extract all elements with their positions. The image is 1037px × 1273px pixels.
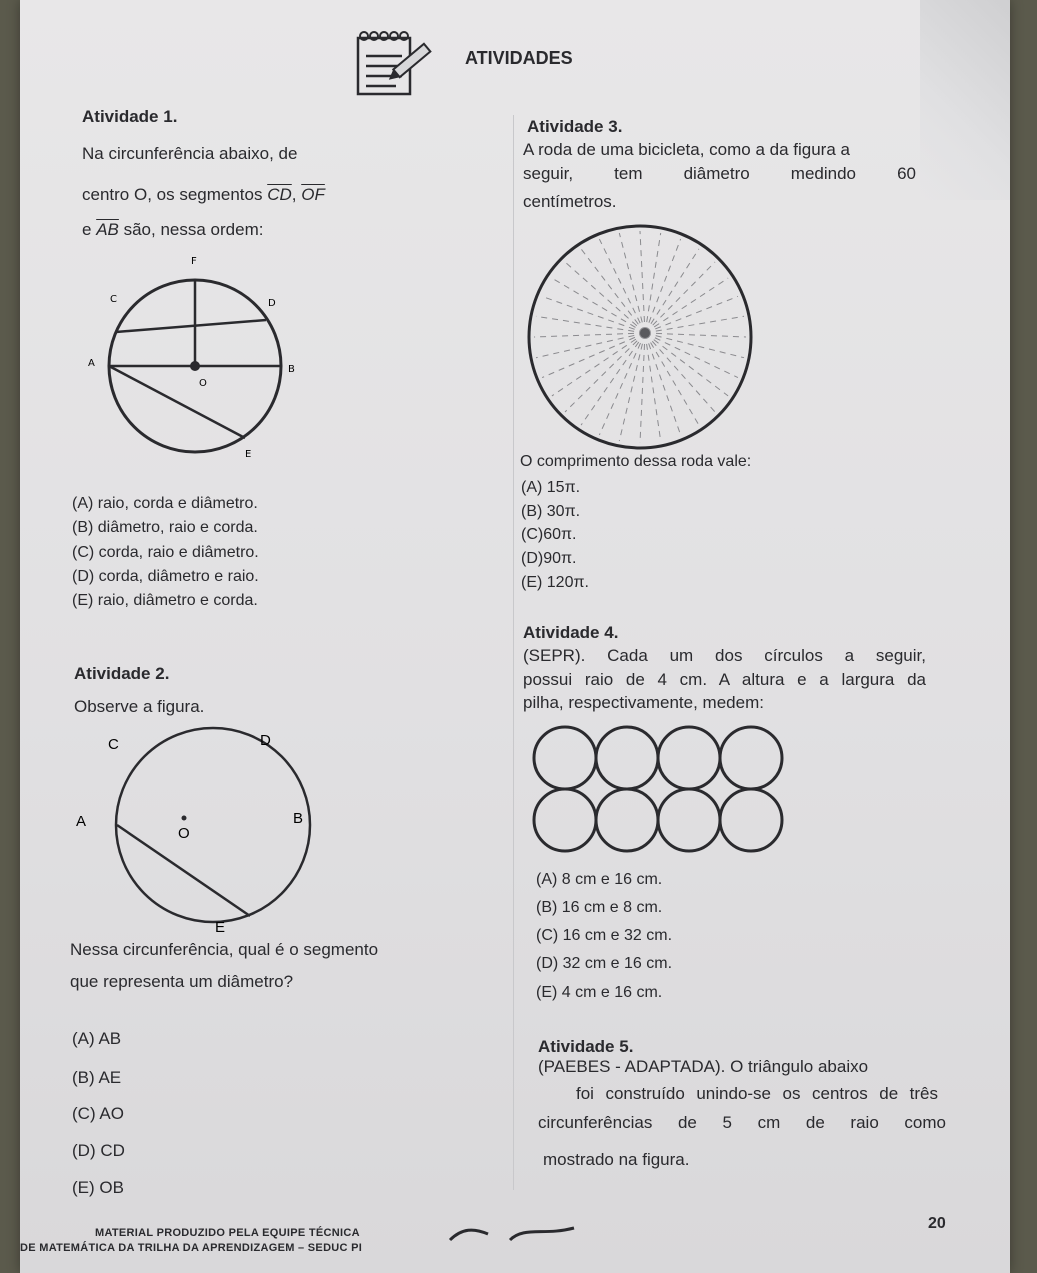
- stack-circle-2: [596, 727, 658, 789]
- wheel-spoke: [645, 333, 715, 412]
- activity-2-option-d: (D) CD: [72, 1141, 125, 1160]
- label-d-2: D: [260, 732, 271, 749]
- wheel-spoke: [619, 233, 645, 333]
- activity-2-option-a: (A) AB: [72, 1029, 122, 1048]
- activity-2-title: Atividade 2.: [74, 664, 170, 683]
- activity-1-circle-figure: [82, 250, 302, 465]
- activity-1-text-line3: [82, 220, 263, 240]
- chord-ae: [109, 366, 245, 438]
- wheel-spoke: [565, 333, 645, 412]
- activity-4-text-line2: possui raio de 4 cm. A altura e a largura da: [523, 670, 926, 689]
- activity-4-option-c: (C) 16 cm e 32 cm.: [536, 927, 673, 944]
- activity-1-option-a: (A) raio, corda e diâmetro.: [72, 495, 258, 512]
- activity-5-text-line1: (PAEBES - ADAPTADA). O triângulo abaixo: [538, 1057, 869, 1076]
- activity-1-text-line1: Na circunferência abaixo, de: [82, 144, 298, 163]
- label-d: D: [268, 298, 276, 309]
- chord-cd: [116, 320, 266, 332]
- wheel-rim: [529, 226, 751, 448]
- stack-circle-1: [534, 727, 596, 789]
- activity-3-question: O comprimento dessa roda vale:: [520, 453, 752, 470]
- activity-3-text-line3: centímetros.: [523, 192, 617, 211]
- activity-4-option-a: (A) 8 cm e 16 cm.: [536, 871, 663, 888]
- label-a: A: [88, 358, 95, 369]
- notebook-pencil-icon: [352, 30, 442, 96]
- wheel-spoke: [640, 333, 645, 443]
- activity-3-option-c: (C)60π.: [521, 526, 577, 543]
- stacked-circles-figure: [533, 722, 793, 852]
- wheel-spoke: [645, 333, 728, 396]
- footer-line1: MATERIAL PRODUZIDO PELA EQUIPE TÉCNICA: [95, 1227, 360, 1239]
- activity-2-question-line2: que representa um diâmetro?: [70, 972, 294, 991]
- label-b: B: [288, 364, 295, 375]
- activity-1-option-b: (B) diâmetro, raio e corda.: [72, 519, 258, 536]
- activity-2-circle-figure: [70, 725, 330, 940]
- activity-2-option-c: (C) AO: [72, 1104, 124, 1123]
- wheel-spoke: [581, 249, 645, 333]
- activity-3-title: Atividade 3.: [527, 117, 623, 136]
- activity-3-option-d: (D)90π.: [521, 550, 577, 567]
- activity-4-text-line1: (SEPR). Cada um dos círculos a seguir,: [523, 646, 926, 665]
- segment-cd: $\overline{CD}$: [267, 185, 292, 204]
- wheel-spoke: [645, 333, 744, 358]
- page-number: 20: [928, 1215, 946, 1232]
- wheel-spoke: [645, 262, 715, 333]
- label-e: E: [245, 449, 252, 460]
- segment-of: $\overline{OF}$: [301, 185, 325, 204]
- wheel-hub: [640, 328, 650, 338]
- activity-1-option-c: (C) corda, raio e diâmetro.: [72, 544, 259, 561]
- wheel-spoke: [552, 278, 645, 333]
- activity-5-text-line4: mostrado na figura.: [543, 1150, 690, 1169]
- stack-circle-4: [720, 727, 782, 789]
- activity-1-option-e: (E) raio, diâmetro e corda.: [72, 592, 258, 609]
- segment-separator: ,: [291, 185, 302, 204]
- activity-1-option-d: (D) corda, diâmetro e raio.: [72, 568, 259, 585]
- label-f: F: [191, 256, 197, 267]
- activity-3-option-a: (A) 15π.: [521, 479, 581, 496]
- activity-4-title: Atividade 4.: [523, 623, 619, 642]
- activity-3-text-line2: seguir, tem diâmetro medindo 60: [523, 164, 916, 183]
- activity-5-text-line3: circunferências de 5 cm de raio como: [538, 1113, 946, 1132]
- activity-1-title: Atividade 1.: [82, 107, 178, 126]
- page-title: ATIVIDADES: [465, 48, 573, 68]
- activity-1-text-line2-start: centro O, os segmentos: [82, 185, 268, 204]
- label-c-2: C: [108, 736, 119, 753]
- activity-3-option-e: (E) 120π.: [521, 574, 589, 591]
- stack-circle-7: [658, 789, 720, 851]
- label-o: O: [199, 378, 207, 389]
- center-point-2: [182, 816, 187, 821]
- activity-1-text-line2: [82, 185, 325, 205]
- activity-4-option-e: (E) 4 cm e 16 cm.: [536, 984, 663, 1001]
- stack-circle-6: [596, 789, 658, 851]
- label-a-2: A: [76, 813, 87, 830]
- wheel-spoke: [645, 249, 699, 333]
- center-point: [190, 361, 200, 371]
- circle-outline-2: [116, 728, 310, 922]
- segment-ab: $\overline{AB}$: [96, 220, 119, 239]
- activity-4-option-d: (D) 32 cm e 16 cm.: [536, 955, 673, 972]
- activity-3-text-line1: A roda de uma bicicleta, como a da figura a: [523, 140, 850, 159]
- wheel-spoke: [599, 239, 645, 333]
- stack-circle-3: [658, 727, 720, 789]
- footer-decoration: [448, 1222, 578, 1246]
- activity-2-option-e: (E) OB: [72, 1178, 124, 1197]
- activity-2-option-b: (B) AE: [72, 1068, 122, 1087]
- label-c: C: [110, 294, 117, 305]
- wheel-spoke: [536, 316, 645, 333]
- column-divider: [513, 115, 514, 1190]
- activity-5-title: Atividade 5.: [538, 1037, 634, 1056]
- activity-2-question-line1: Nessa circunferência, qual é o segmento: [70, 940, 379, 959]
- activity-4-text-line3: pilha, respectivamente, medem:: [523, 693, 764, 712]
- label-e-2: E: [215, 919, 226, 936]
- footer-line2: DE MATEMÁTICA DA TRILHA DA APRENDIZAGEM – SEDUC PI: [20, 1242, 363, 1254]
- activity-4-option-b: (B) 16 cm e 8 cm.: [536, 899, 663, 916]
- activity-2-intro: Observe a figura.: [74, 697, 205, 716]
- wheel-spoke: [645, 333, 738, 378]
- label-b-2: B: [293, 810, 304, 827]
- wheel-spoke: [645, 316, 744, 333]
- page-fold: [920, 0, 1010, 200]
- wheel-spoke: [645, 278, 728, 333]
- stack-circle-8: [720, 789, 782, 851]
- wheel-spoke: [645, 333, 661, 441]
- activity-1-text-line3-start: e: [82, 220, 97, 239]
- bicycle-wheel-figure: [525, 225, 755, 455]
- activity-1-text-line3-end: são, nessa ordem:: [118, 220, 264, 239]
- activity-3-option-b: (B) 30π.: [521, 503, 581, 520]
- wheel-spokes: [534, 231, 746, 443]
- stack-circle-5: [534, 789, 596, 851]
- wheel-spoke: [645, 233, 661, 333]
- label-o-2: O: [178, 825, 190, 842]
- activity-5-text-line2: foi construído unindo-se os centros de três: [576, 1084, 938, 1103]
